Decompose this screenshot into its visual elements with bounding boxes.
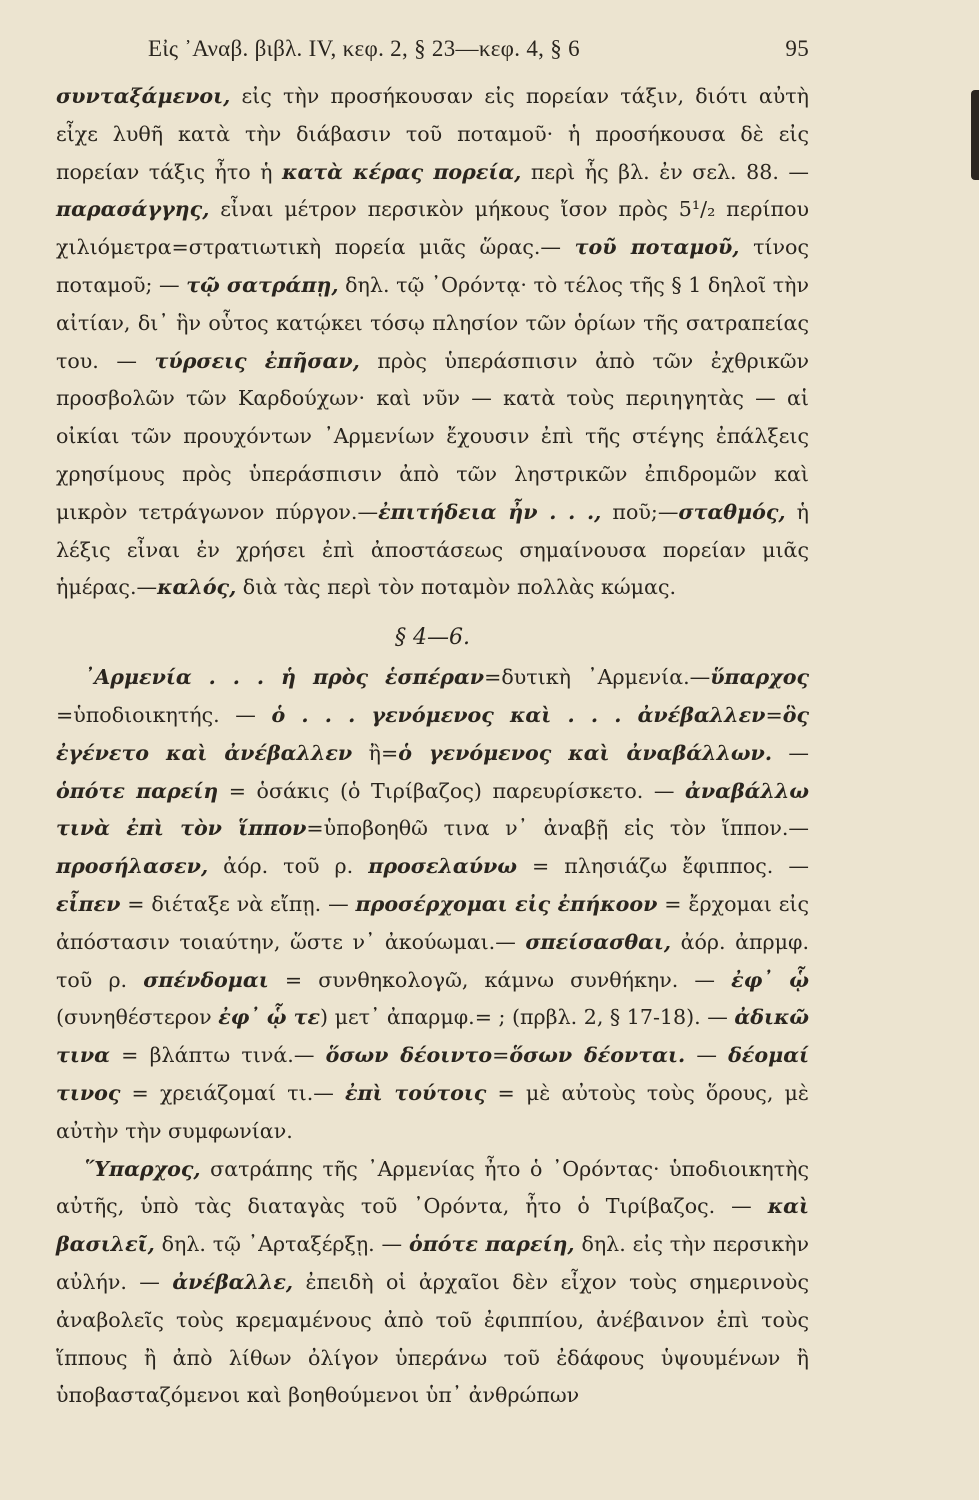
- gloss: εἶναι μέτρον περσικὸν μήκους ἴσον πρὸς 5¹/₂ περίπου χιλιόμετρα=στρατιωτικὴ πορεία μιᾶς ὥρας.—: [56, 197, 809, 260]
- paragraph-2: [56, 659, 809, 1150]
- lemma: ἀνέβαλλε,: [172, 1269, 294, 1294]
- lemma: σπείσασθαι,: [525, 929, 672, 954]
- gloss: = ἔρχομαι εἰς ἀπόστασιν τοιαύτην, ὥστε ν᾿ ἀκούωμαι.—: [56, 891, 809, 954]
- lemma: ὕπαρχος: [710, 665, 809, 690]
- gloss: εἰς τὴν προσήκουσαν εἰς πορείαν τάξιν, διότι αὐτὴ εἶχε λυθῆ κατὰ τὴν διάβασιν τοῦ ποταμοῦ· ἡ προσήκουσα δὲ εἰς πορείαν τάξις ἦτο ἡ: [56, 84, 809, 184]
- lemma: ὅσων δέοιντο: [325, 1043, 493, 1068]
- lemma: ἐφ᾿ ᾧ τε: [218, 1005, 321, 1030]
- gloss: = χρειάζομαί τι.—: [120, 1080, 346, 1105]
- lemma: ᾿Αρμενία . . . ἡ πρὸς ἑσπέραν: [84, 665, 485, 690]
- lemma: ὁπότε παρείη,: [408, 1232, 575, 1257]
- page-edge-mark: [971, 90, 979, 180]
- page-number: 95: [785, 36, 809, 61]
- paragraph-1: [56, 78, 809, 607]
- lemma: τῷ σατράπῃ,: [186, 272, 339, 297]
- lemma: τοῦ ποταμοῦ,: [574, 235, 740, 260]
- lemma: ἐπιτήδεια ἦν . . .,: [378, 499, 602, 524]
- gloss: —: [772, 740, 810, 765]
- gloss: ποῦ;—: [601, 499, 679, 524]
- section-heading: § 4—6.: [395, 625, 470, 651]
- gloss: ἡ λέξις εἶναι ἐν χρήσει ἐπὶ ἀποστάσεως σημαίνουσα πορείαν μιᾶς ἡμέρας.—: [56, 499, 810, 600]
- gloss: =: [765, 702, 783, 727]
- lemma: προσελαύνω: [368, 854, 517, 879]
- lemma: προσέρχομαι εἰς ἐπήκοον: [355, 891, 658, 916]
- lemma: κατὰ κέρας πορεία,: [282, 159, 522, 184]
- gloss: διὰ τὰς περὶ τὸν ποταμὸν πολλὰς κώμας.: [236, 575, 677, 600]
- lemma: ὃς ἐγένετο καὶ ἀνέβαλλεν: [56, 702, 809, 765]
- gloss: —: [685, 1043, 729, 1068]
- gloss: ) μετ᾿ ἀπαρμφ.= ; (πρβλ. 2, § 17-18). —: [320, 1005, 735, 1030]
- gloss: πρὸς ὑπεράσπισιν ἀπὸ τῶν ἐχθρικῶν προσβολῶν τῶν Καρδούχων· καὶ νῦν — κατὰ τοὺς περιηγητὰς — αἱ οἰκίαι τῶν προυχόντων ᾿Αρμενίων ἔχουσιν ἐπὶ τῆς στέγης ἐπάλξεις χρησίμους πρὸς ὑπεράσπισιν ἀπὸ τῶν ληστρικῶν ἐπιδρομῶν καὶ μικρὸν τετράγωνον πύργον.—: [56, 348, 810, 524]
- gloss: =ὑποβοηθῶ τινα ν᾿ ἀναβῇ εἰς τὸν ἵππον.—: [306, 816, 809, 841]
- gloss: ἐπειδὴ οἱ ἀρχαῖοι δὲν εἶχον τοὺς σημερινοὺς ἀναβολεῖς τοὺς κρεμαμένους ἀπὸ τοῦ ἐφιππίου, ἀνέβαινον ἐπὶ τοὺς ἵππους ἢ ἀπὸ λίθων ὀλίγον ὑπεράνω τοῦ ἐδάφους ὑψουμένων ἢ ὑποβασταζόμενοι καὶ βοηθούμενοι ὑπ᾿ ἀνθρώπων: [56, 1269, 809, 1408]
- gloss: ἢ=: [352, 740, 399, 765]
- lemma: ἀδικῶ τινα: [56, 1005, 809, 1068]
- gloss: δηλ. τῷ ᾿Αρταξέρξῃ. —: [154, 1232, 409, 1257]
- lemma: παρασάγγης,: [56, 197, 210, 222]
- gloss: = συνθηκολογῶ, κάμνω συνθήκην. —: [268, 967, 732, 992]
- gloss: =: [492, 1043, 510, 1068]
- gloss: = πλησιάζω ἔφιππος. —: [516, 854, 809, 879]
- lemma: σταθμός,: [678, 499, 786, 524]
- gloss: δηλ. εἰς τὴν περσικὴν αὐλήν. —: [56, 1232, 809, 1294]
- gloss: =ὑποδιοικητής. —: [56, 702, 272, 727]
- lemma: σπένδομαι: [143, 967, 269, 992]
- gloss: περὶ ἧς βλ. ἐν σελ. 88. —: [521, 159, 809, 184]
- gloss: ἀόρ. τοῦ ρ.: [208, 854, 369, 879]
- gloss: ἀόρ. ἀπρμφ. τοῦ ρ.: [56, 929, 810, 992]
- lemma: ὁπότε παρείη: [56, 778, 219, 803]
- lemma: προσήλασεν,: [56, 854, 209, 879]
- lemma: τύρσεις ἐπῆσαν,: [154, 348, 360, 373]
- gloss: δηλ. τῷ ᾿Ορόντᾳ· τὸ τέλος τῆς § 1 δηλοῖ τὴν αἰτίαν, δι᾿ ἣν οὗτος κατῴκει τόσῳ πλησίον τῶν ὁρίων τῆς σατραπείας του. —: [56, 272, 810, 373]
- lemma: ὅσων δέονται.: [509, 1043, 686, 1068]
- lemma: ῞Υπαρχος,: [84, 1156, 201, 1181]
- paragraph-3: [56, 1151, 809, 1416]
- lemma: δέομαί τινος: [56, 1043, 810, 1105]
- gloss: = βλάπτω τινά.—: [109, 1043, 326, 1068]
- lemma: καλός,: [157, 575, 237, 600]
- lemma: ὁ γενόμενος καὶ ἀναβάλλων.: [398, 740, 773, 765]
- lemma: καὶ βασιλεῖ,: [56, 1194, 809, 1257]
- lemma: ὁ . . . γενόμενος καὶ . . . ἀνέβαλλεν: [271, 702, 766, 727]
- lemma: ἐφ᾿ ᾧ: [731, 967, 809, 992]
- gloss: = ὁσάκις (ὁ Τιρίβαζος) παρευρίσκετο. —: [218, 778, 686, 803]
- gloss: σατράπης τῆς ᾿Αρμενίας ἦτο ὁ ᾿Ορόντας· ὑποδιοικητὴς αὐτῆς, ὑπὸ τὰς διαταγὰς τοῦ ᾿Ορόντα, ἦτο ὁ Τιρίβαζος. —: [56, 1156, 809, 1219]
- gloss: = μὲ αὐτοὺς τοὺς ὅρους, μὲ αὐτὴν τὴν συμφωνίαν.: [56, 1080, 809, 1143]
- lemma: εἶπεν: [56, 891, 121, 916]
- lemma: ἐπὶ τούτοις: [345, 1080, 487, 1105]
- running-head: [56, 36, 809, 78]
- main-text: [56, 78, 809, 1415]
- gloss: =δυτικὴ ᾿Αρμενία.—: [484, 665, 711, 690]
- gloss: τίνος ποταμοῦ; —: [56, 235, 809, 297]
- gloss: = διέταξε νὰ εἴπῃ. —: [120, 891, 356, 916]
- gloss: (συνηθέστερον: [56, 1005, 219, 1030]
- running-title: Εἰς ᾿Αναβ. βιβλ. IV, κεφ. 2, § 23—κεφ. 4, § 6: [148, 36, 580, 61]
- lemma: ἀναβάλλω τινὰ ἐπὶ τὸν ἵππον: [56, 778, 810, 841]
- lemma: συνταξάμενοι,: [56, 84, 231, 108]
